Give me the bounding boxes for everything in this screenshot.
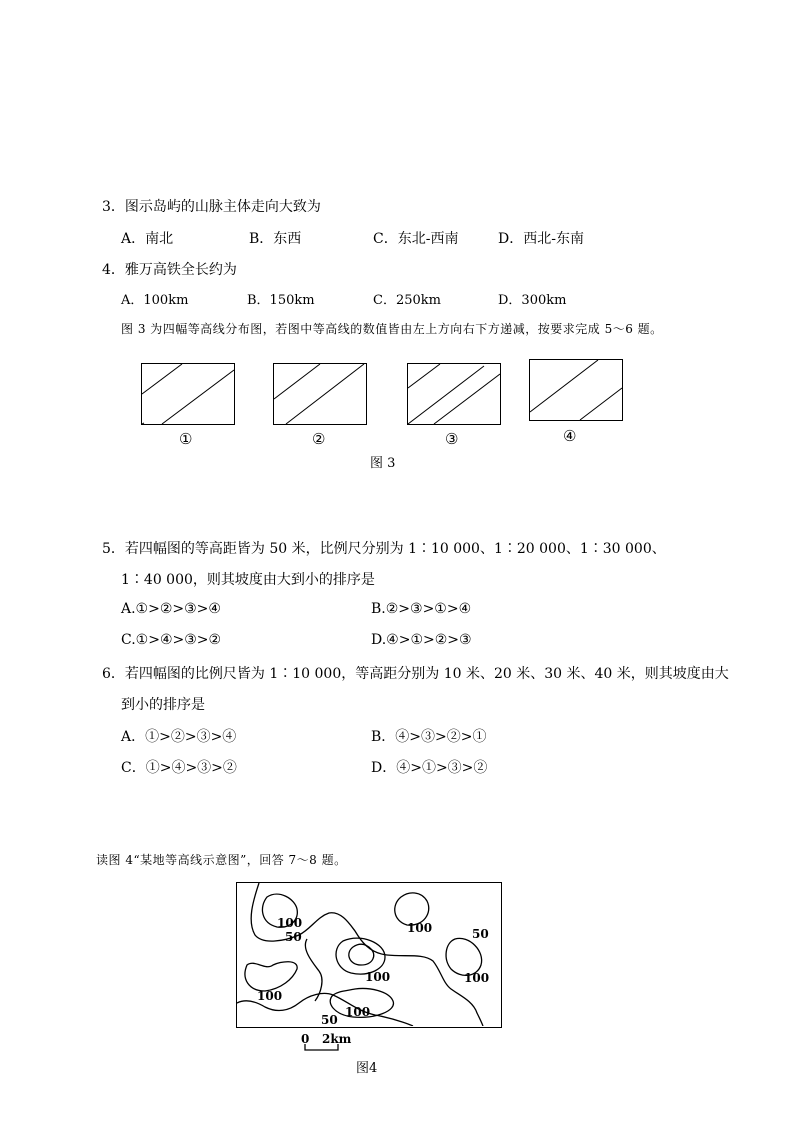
fig4-label-50-b: 50 xyxy=(472,927,489,941)
fig4-label-100-d: 100 xyxy=(464,971,490,985)
q5-stem-line1: 5．若四幅图的等高距皆为 50 米，比例尺分别为 1∶10 000、1∶20 000、1∶30 000、 xyxy=(102,541,666,557)
q6-option-c: C．①>④>③>② xyxy=(121,760,237,776)
q6-option-a: A．①>②>③>④ xyxy=(121,729,237,745)
fig4-contour-map xyxy=(236,882,502,1028)
fig3-intro: 图 3 为四幅等高线分布图，若图中等高线的数值皆由左上方向右下方递减，按要求完成 5～6 题。 xyxy=(121,322,663,336)
q6-stem-line2: 到小的排序是 xyxy=(121,697,205,713)
scale-zero: 0 xyxy=(301,1032,310,1046)
fig3-map-1 xyxy=(141,363,235,425)
q3-option-c: C．东北-西南 xyxy=(373,231,459,247)
q3-stem: 3．图示岛屿的山脉主体走向大致为 xyxy=(102,199,321,215)
scale-km: 2km xyxy=(322,1032,352,1046)
q6-stem-line1: 6．若四幅图的比例尺皆为 1∶10 000，等高距分别为 10 米、20 米、30 米、40 米，则其坡度由大 xyxy=(102,666,729,682)
fig3-label-3: ③ xyxy=(445,430,459,448)
q4-option-b: B．150km xyxy=(247,293,315,308)
fig4-label-100-f: 100 xyxy=(345,1005,371,1019)
contour-lines xyxy=(142,364,234,424)
fig3-map-3 xyxy=(407,363,501,425)
fig3-label-1: ① xyxy=(179,430,193,448)
q3-option-d: D．西北-东南 xyxy=(498,231,584,247)
fig3-map-4 xyxy=(529,359,623,421)
q6-option-d: D．④>①>③>② xyxy=(371,760,488,776)
fig3-label-2: ② xyxy=(312,430,326,448)
q3-option-a: A．南北 xyxy=(121,231,174,247)
scale-bar xyxy=(304,1044,340,1052)
contour-lines xyxy=(274,364,366,424)
contour-lines xyxy=(408,364,500,424)
q5-stem-line2: 1∶40 000，则其坡度由大到小的排序是 xyxy=(121,572,375,588)
q4-option-c: C．250km xyxy=(373,293,441,308)
fig3-map-2 xyxy=(273,363,367,425)
q4-stem: 4．雅万高铁全长约为 xyxy=(102,262,237,278)
fig4-label-100-b: 100 xyxy=(407,921,433,935)
fig4-label-50-c: 50 xyxy=(321,1013,338,1027)
fig4-label-100-a: 100 xyxy=(277,916,303,930)
fig4-label-100-c: 100 xyxy=(365,970,391,984)
fig4-label-100-e: 100 xyxy=(257,989,283,1003)
q4-option-a: A．100km xyxy=(121,293,189,308)
fig3-label-4: ④ xyxy=(563,427,577,445)
q3-option-b: B．东西 xyxy=(249,231,302,247)
q5-option-c: C.①>④>③>② xyxy=(121,632,222,648)
q5-option-b: B.②>③>①>④ xyxy=(371,601,472,617)
fig4-label-50-a: 50 xyxy=(285,930,302,944)
fig3-caption: 图 3 xyxy=(370,456,396,471)
contour-lines xyxy=(530,360,622,420)
fig4-intro: 读图 4“某地等高线示意图”，回答 7～8 题。 xyxy=(96,853,347,867)
q6-option-b: B．④>③>②>① xyxy=(371,729,487,745)
fig4-caption: 图4 xyxy=(356,1061,378,1076)
q5-option-a: A.①>②>③>④ xyxy=(121,601,221,617)
q5-option-d: D.④>①>②>③ xyxy=(371,632,472,648)
q4-option-d: D．300km xyxy=(498,293,567,308)
